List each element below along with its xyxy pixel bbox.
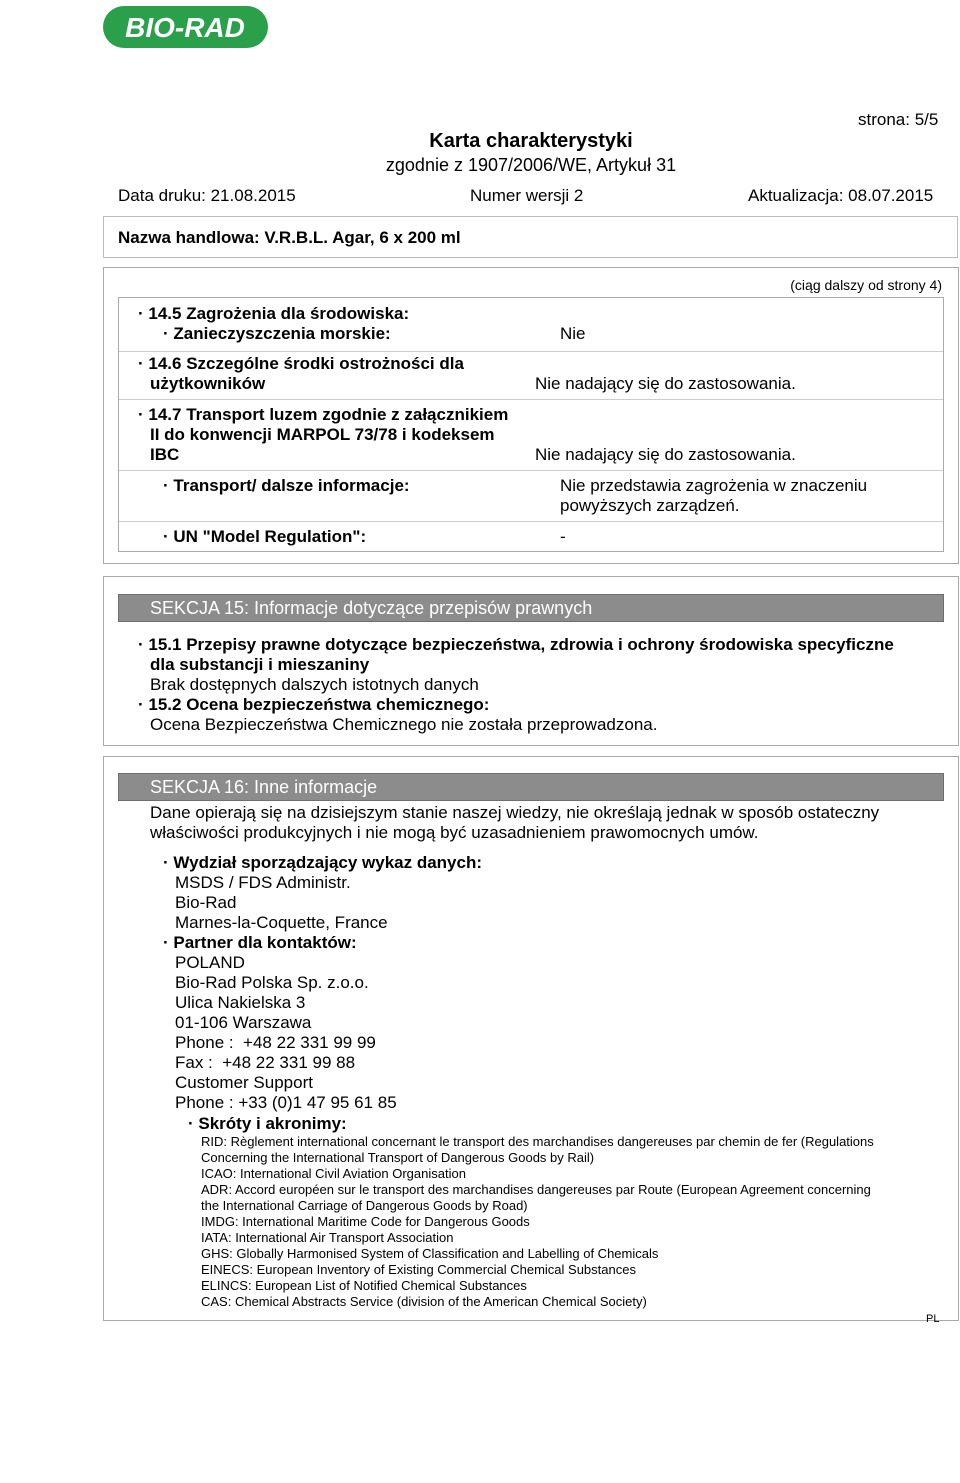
abbr-line: the International Carriage of Dangerous Goods by Road) xyxy=(201,1198,528,1213)
transport-label: · Transport/ dalsze informacje: xyxy=(163,476,410,495)
row-divider xyxy=(119,470,943,471)
s147-title-cont: II do konwencji MARPOL 73/78 i kodeksem xyxy=(150,425,495,444)
contact-line: 01-106 Warszawa xyxy=(175,1013,312,1032)
s16-intro-cont: właściwości produkcyjnych i nie mogą być uzasadnieniem prawomocnych umów. xyxy=(150,823,759,842)
abbr-line: GHS: Globally Harmonised System of Classification and Labelling of Chemicals xyxy=(201,1246,659,1261)
abbr-line: RID: Règlement international concernant le transport des marchandises dangereuses par chemin de fer (Regulations xyxy=(201,1134,874,1149)
dept-line: Marnes-la-Coquette, France xyxy=(175,913,388,932)
contact-line: Customer Support xyxy=(175,1073,313,1092)
contact-line: Bio-Rad Polska Sp. z.o.o. xyxy=(175,973,369,992)
abbr-label: · Skróty i akronimy: xyxy=(188,1114,347,1133)
s147-title-cont: IBC xyxy=(150,445,180,464)
section-16-title: SEKCJA 16: Inne informacje xyxy=(118,773,944,801)
dept-line: MSDS / FDS Administr. xyxy=(175,873,351,892)
abbr-line: CAS: Chemical Abstracts Service (division of the American Chemical Society) xyxy=(201,1294,647,1309)
update-date: Aktualizacja: 08.07.2015 xyxy=(748,186,934,205)
contact-support-phone: Phone : +33 (0)1 47 95 61 85 xyxy=(175,1093,397,1112)
dept-label: · Wydział sporządzający wykaz danych: xyxy=(163,853,483,872)
transport-value-cont: powyższych zarządzeń. xyxy=(560,496,740,515)
contact-line: POLAND xyxy=(175,953,245,972)
page-number: strona: 5/5 xyxy=(858,110,939,129)
contact-fax: Fax : +48 22 331 99 88 xyxy=(175,1053,356,1072)
s151-text: Brak dostępnych dalszych istotnych danych xyxy=(150,675,479,694)
s151-title-cont: dla substancji i mieszaniny xyxy=(150,655,370,674)
contact-phone: Phone : +48 22 331 99 99 xyxy=(175,1033,376,1052)
abbr-line: ICAO: International Civil Aviation Organisation xyxy=(201,1166,466,1181)
s146-value: Nie nadający się do zastosowania. xyxy=(535,374,796,393)
language-code: PL xyxy=(926,1313,940,1325)
contact-line: Ulica Nakielska 3 xyxy=(175,993,306,1012)
row-divider xyxy=(119,521,943,522)
transport-value: Nie przedstawia zagrożenia w znaczeniu xyxy=(560,476,868,495)
continued-note: (ciąg dalszy od strony 4) xyxy=(790,277,942,293)
un-value: - xyxy=(560,527,566,546)
abbr-line: EINECS: European Inventory of Existing Commercial Chemical Substances xyxy=(201,1262,636,1277)
s145-value: Nie xyxy=(560,324,586,343)
trade-name: Nazwa handlowa: V.R.B.L. Agar, 6 x 200 ml xyxy=(118,228,461,247)
s147-title: · 14.7 Transport luzem zgodnie z załącznikiem xyxy=(138,405,509,424)
document-subtitle: zgodnie z 1907/2006/WE, Artykuł 31 xyxy=(385,155,677,175)
print-date: Data druku: 21.08.2015 xyxy=(118,186,296,205)
s151-title: · 15.1 Przepisy prawne dotyczące bezpieczeństwa, zdrowia i ochrony środowiska specyficzne xyxy=(138,635,894,654)
abbr-line: IATA: International Air Transport Association xyxy=(201,1230,454,1245)
s146-title-cont: użytkowników xyxy=(150,374,266,393)
s152-title: · 15.2 Ocena bezpieczeństwa chemicznego: xyxy=(138,695,490,714)
dept-line: Bio-Rad xyxy=(175,893,237,912)
s147-value: Nie nadający się do zastosowania. xyxy=(535,445,796,464)
s145-label: · Zanieczyszczenia morskie: xyxy=(163,324,391,343)
s16-intro: Dane opierają się na dzisiejszym stanie naszej wiedzy, nie określają jednak w sposób ostateczny xyxy=(150,803,880,822)
bio-rad-logo xyxy=(103,6,268,48)
abbr-line: ELINCS: European List of Notified Chemical Substances xyxy=(201,1278,527,1293)
row-divider xyxy=(119,399,943,400)
abbr-line: IMDG: International Maritime Code for Dangerous Goods xyxy=(201,1214,530,1229)
row-divider xyxy=(119,351,943,352)
s152-text: Ocena Bezpieczeństwa Chemicznego nie została przeprowadzona. xyxy=(150,715,658,734)
logo-text: BIO-RAD xyxy=(125,12,245,43)
abbr-line: ADR: Accord européen sur le transport des marchandises dangereuses par Route (European Agreement concerning xyxy=(201,1182,871,1197)
s146-title: · 14.6 Szczególne środki ostrożności dla xyxy=(138,354,464,373)
s145-title: · 14.5 Zagrożenia dla środowiska: xyxy=(138,304,410,323)
section-15-title: SEKCJA 15: Informacje dotyczące przepisów prawnych xyxy=(118,594,944,622)
document-title: Karta charakterystyki xyxy=(429,130,633,152)
un-label: · UN "Model Regulation": xyxy=(163,527,367,546)
contact-label: · Partner dla kontaktów: xyxy=(163,933,357,952)
abbr-line: Concerning the International Transport of Dangerous Goods by Rail) xyxy=(201,1150,595,1165)
version-number: Numer wersji 2 xyxy=(470,186,584,205)
